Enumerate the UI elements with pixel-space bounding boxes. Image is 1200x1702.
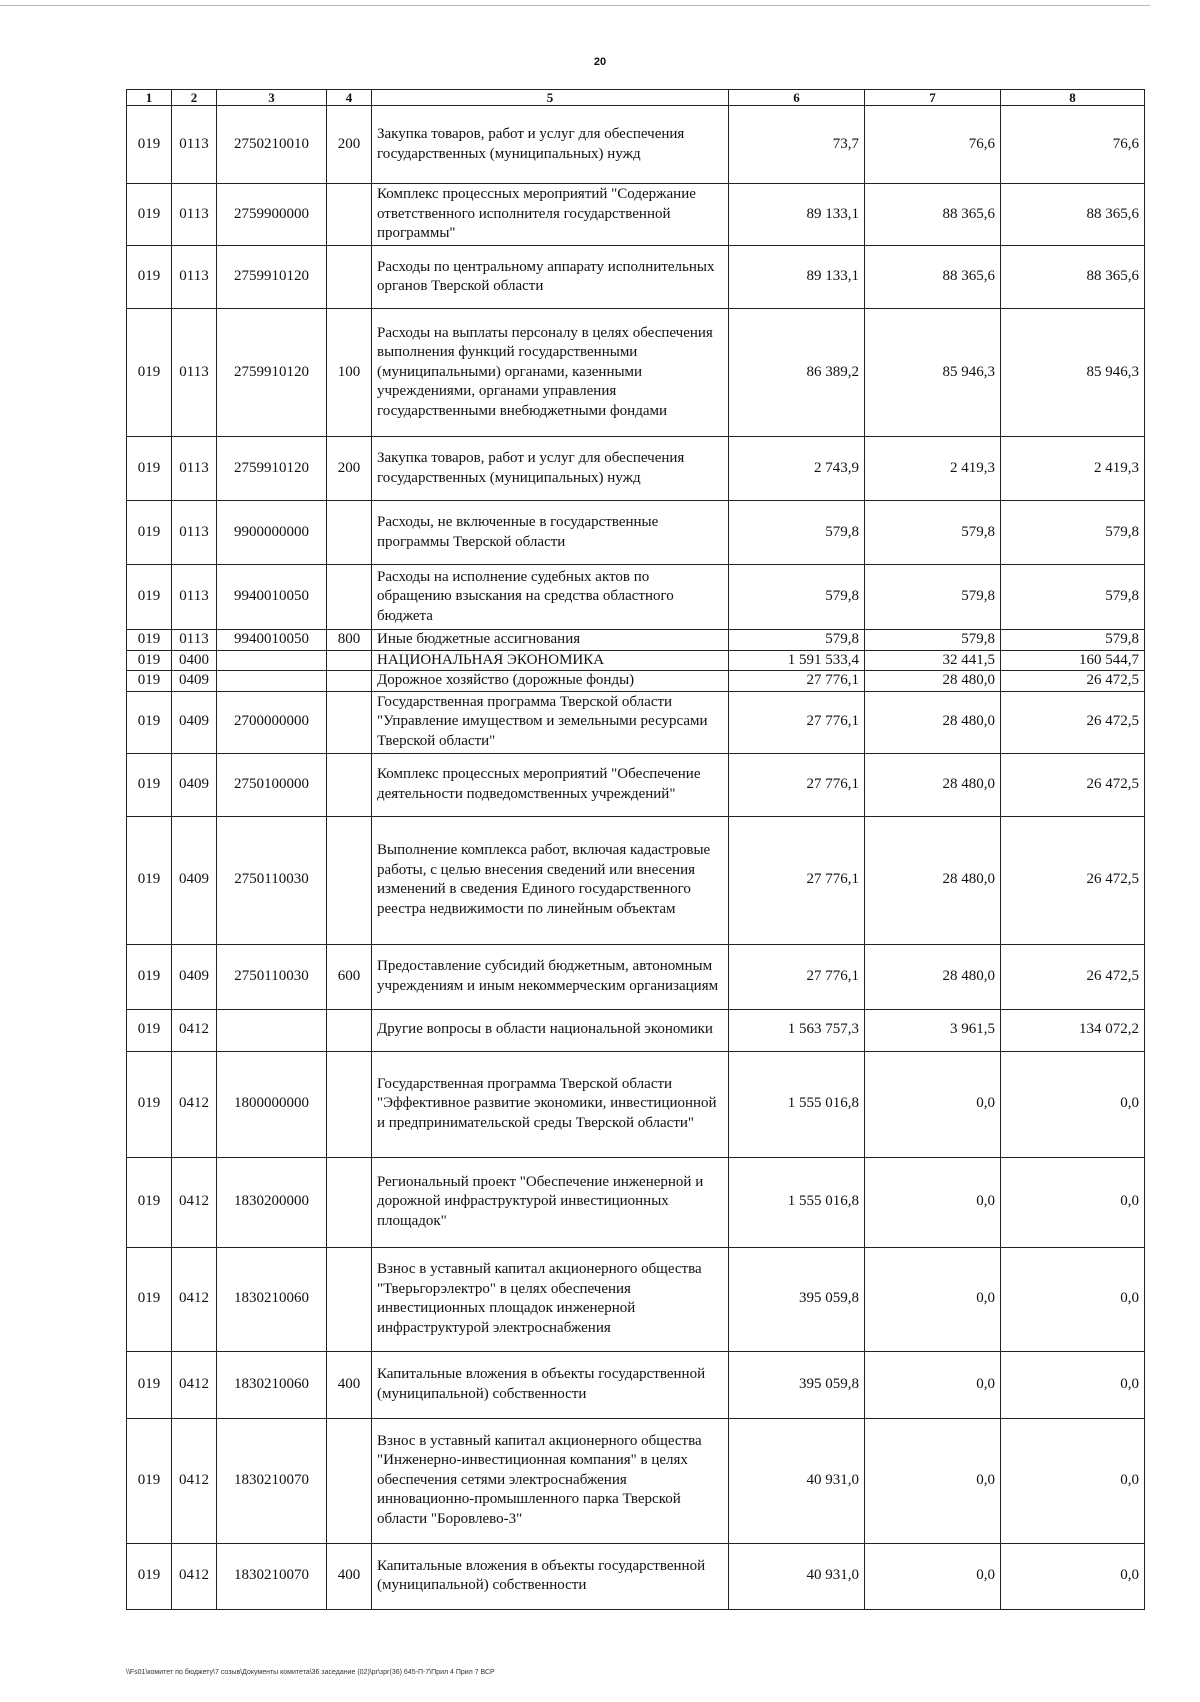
amount-cell-col8: 579,8 bbox=[1001, 630, 1145, 651]
amount-cell-col6: 579,8 bbox=[729, 501, 865, 565]
amount-cell-col8: 26 472,5 bbox=[1001, 671, 1145, 692]
ministry-code-cell: 019 bbox=[127, 1418, 172, 1543]
expense-type-cell bbox=[327, 671, 372, 692]
description-cell: Выполнение комплекса работ, включая кадастровые работы, с целью внесения сведений или внесения изменений в сведения Единого государственного реестра недвижимости по линейным объектам bbox=[372, 816, 729, 944]
column-header: 4 bbox=[327, 90, 372, 106]
section-code-cell: 0412 bbox=[172, 1543, 217, 1609]
description-cell: Другие вопросы в области национальной экономики bbox=[372, 1009, 729, 1051]
expense-type-cell: 800 bbox=[327, 630, 372, 651]
target-article-cell: 1830200000 bbox=[217, 1157, 327, 1247]
target-article-cell bbox=[217, 1009, 327, 1051]
amount-cell-col7: 0,0 bbox=[865, 1351, 1001, 1418]
target-article-cell bbox=[217, 671, 327, 692]
amount-cell-col8: 0,0 bbox=[1001, 1157, 1145, 1247]
table-row bbox=[127, 1543, 1145, 1609]
amount-cell-col7: 0,0 bbox=[865, 1051, 1001, 1157]
expense-type-cell bbox=[327, 691, 372, 753]
amount-cell-col6: 1 555 016,8 bbox=[729, 1051, 865, 1157]
table-row bbox=[127, 630, 1145, 651]
amount-cell-col6: 89 133,1 bbox=[729, 246, 865, 309]
expense-type-cell: 600 bbox=[327, 944, 372, 1009]
amount-cell-col6: 40 931,0 bbox=[729, 1418, 865, 1543]
section-code-cell: 0400 bbox=[172, 650, 217, 671]
target-article-cell bbox=[217, 650, 327, 671]
amount-cell-col7: 2 419,3 bbox=[865, 437, 1001, 501]
expense-type-cell bbox=[327, 184, 372, 246]
amount-cell-col7: 579,8 bbox=[865, 501, 1001, 565]
amount-cell-col6: 27 776,1 bbox=[729, 816, 865, 944]
amount-cell-col6: 2 743,9 bbox=[729, 437, 865, 501]
target-article-cell: 1830210070 bbox=[217, 1418, 327, 1543]
description-cell: Государственная программа Тверской области "Управление имуществом и земельными ресурсами Тверской области" bbox=[372, 691, 729, 753]
amount-cell-col6: 27 776,1 bbox=[729, 691, 865, 753]
amount-cell-col6: 86 389,2 bbox=[729, 309, 865, 437]
amount-cell-col7: 88 365,6 bbox=[865, 246, 1001, 309]
ministry-code-cell: 019 bbox=[127, 246, 172, 309]
column-number-row bbox=[127, 90, 1145, 106]
description-cell: Расходы на выплаты персоналу в целях обеспечения выполнения функций государственными (муниципальными) органами, казенными учреждениями, органами управления государственными внебюджетными фондами bbox=[372, 309, 729, 437]
column-header: 7 bbox=[865, 90, 1001, 106]
table-row bbox=[127, 671, 1145, 692]
section-code-cell: 0409 bbox=[172, 691, 217, 753]
table-row bbox=[127, 1157, 1145, 1247]
amount-cell-col8: 134 072,2 bbox=[1001, 1009, 1145, 1051]
scan-edge-line bbox=[0, 5, 1150, 6]
amount-cell-col6: 395 059,8 bbox=[729, 1351, 865, 1418]
amount-cell-col7: 3 961,5 bbox=[865, 1009, 1001, 1051]
expense-type-cell: 200 bbox=[327, 437, 372, 501]
amount-cell-col8: 0,0 bbox=[1001, 1051, 1145, 1157]
amount-cell-col8: 579,8 bbox=[1001, 565, 1145, 630]
ministry-code-cell: 019 bbox=[127, 184, 172, 246]
ministry-code-cell: 019 bbox=[127, 691, 172, 753]
section-code-cell: 0412 bbox=[172, 1051, 217, 1157]
ministry-code-cell: 019 bbox=[127, 1051, 172, 1157]
section-code-cell: 0113 bbox=[172, 630, 217, 651]
target-article-cell: 9940010050 bbox=[217, 565, 327, 630]
amount-cell-col6: 27 776,1 bbox=[729, 753, 865, 816]
target-article-cell: 2759910120 bbox=[217, 246, 327, 309]
amount-cell-col8: 76,6 bbox=[1001, 106, 1145, 184]
ministry-code-cell: 019 bbox=[127, 1543, 172, 1609]
ministry-code-cell: 019 bbox=[127, 565, 172, 630]
target-article-cell: 1830210060 bbox=[217, 1247, 327, 1351]
description-cell: Взнос в уставный капитал акционерного общества "Инженерно-инвестиционная компания" в целях обеспечения сетями электроснабжения инновационно-промышленного парка Тверской области "Боровлево-3" bbox=[372, 1418, 729, 1543]
table-row bbox=[127, 309, 1145, 437]
amount-cell-col6: 89 133,1 bbox=[729, 184, 865, 246]
amount-cell-col7: 32 441,5 bbox=[865, 650, 1001, 671]
expense-type-cell bbox=[327, 1051, 372, 1157]
section-code-cell: 0409 bbox=[172, 944, 217, 1009]
amount-cell-col6: 1 555 016,8 bbox=[729, 1157, 865, 1247]
amount-cell-col6: 27 776,1 bbox=[729, 671, 865, 692]
ministry-code-cell: 019 bbox=[127, 630, 172, 651]
expense-type-cell bbox=[327, 1157, 372, 1247]
amount-cell-col6: 1 591 533,4 bbox=[729, 650, 865, 671]
description-cell: Закупка товаров, работ и услуг для обеспечения государственных (муниципальных) нужд bbox=[372, 437, 729, 501]
table-row bbox=[127, 184, 1145, 246]
ministry-code-cell: 019 bbox=[127, 1157, 172, 1247]
amount-cell-col7: 579,8 bbox=[865, 630, 1001, 651]
expense-type-cell bbox=[327, 753, 372, 816]
description-cell: Расходы, не включенные в государственные программы Тверской области bbox=[372, 501, 729, 565]
amount-cell-col8: 160 544,7 bbox=[1001, 650, 1145, 671]
ministry-code-cell: 019 bbox=[127, 944, 172, 1009]
section-code-cell: 0412 bbox=[172, 1157, 217, 1247]
section-code-cell: 0412 bbox=[172, 1247, 217, 1351]
description-cell: Капитальные вложения в объекты государственной (муниципальной) собственности bbox=[372, 1351, 729, 1418]
footer-file-path: \\Fs01\комитет по бюджету\7 созыв\Документы комитета\36 заседание (02)\pr\зрг(36) 645-П-7\Прил 4 Прил 7 ВСР bbox=[126, 1669, 495, 1676]
table-row bbox=[127, 565, 1145, 630]
expense-type-cell: 100 bbox=[327, 309, 372, 437]
description-cell: Расходы по центральному аппарату исполнительных органов Тверской области bbox=[372, 246, 729, 309]
target-article-cell: 2750110030 bbox=[217, 816, 327, 944]
table-row bbox=[127, 501, 1145, 565]
expense-type-cell: 200 bbox=[327, 106, 372, 184]
description-cell: Иные бюджетные ассигнования bbox=[372, 630, 729, 651]
amount-cell-col8: 88 365,6 bbox=[1001, 184, 1145, 246]
table-row bbox=[127, 816, 1145, 944]
table-row bbox=[127, 106, 1145, 184]
description-cell: Комплекс процессных мероприятий "Обеспечение деятельности подведомственных учреждений" bbox=[372, 753, 729, 816]
section-code-cell: 0412 bbox=[172, 1418, 217, 1543]
ministry-code-cell: 019 bbox=[127, 753, 172, 816]
amount-cell-col6: 40 931,0 bbox=[729, 1543, 865, 1609]
description-cell: Государственная программа Тверской области "Эффективное развитие экономики, инвестиционной и предпринимательской среды Тверской области" bbox=[372, 1051, 729, 1157]
target-article-cell: 9900000000 bbox=[217, 501, 327, 565]
ministry-code-cell: 019 bbox=[127, 1009, 172, 1051]
expense-type-cell: 400 bbox=[327, 1351, 372, 1418]
table-row bbox=[127, 944, 1145, 1009]
description-cell: Взнос в уставный капитал акционерного общества "Тверьгорэлектро" в целях обеспечения инвестиционных площадок инженерной инфраструктурой электроснабжения bbox=[372, 1247, 729, 1351]
table-row bbox=[127, 246, 1145, 309]
section-code-cell: 0412 bbox=[172, 1009, 217, 1051]
amount-cell-col6: 579,8 bbox=[729, 565, 865, 630]
ministry-code-cell: 019 bbox=[127, 1247, 172, 1351]
amount-cell-col7: 28 480,0 bbox=[865, 816, 1001, 944]
amount-cell-col7: 85 946,3 bbox=[865, 309, 1001, 437]
table-row bbox=[127, 1051, 1145, 1157]
expense-type-cell bbox=[327, 650, 372, 671]
description-cell: Предоставление субсидий бюджетным, автономным учреждениям и иным некоммерческим организациям bbox=[372, 944, 729, 1009]
section-code-cell: 0113 bbox=[172, 565, 217, 630]
expense-type-cell bbox=[327, 1247, 372, 1351]
amount-cell-col7: 28 480,0 bbox=[865, 691, 1001, 753]
target-article-cell: 2759910120 bbox=[217, 309, 327, 437]
ministry-code-cell: 019 bbox=[127, 816, 172, 944]
section-code-cell: 0409 bbox=[172, 816, 217, 944]
section-code-cell: 0113 bbox=[172, 309, 217, 437]
ministry-code-cell: 019 bbox=[127, 650, 172, 671]
target-article-cell: 1830210070 bbox=[217, 1543, 327, 1609]
amount-cell-col8: 579,8 bbox=[1001, 501, 1145, 565]
amount-cell-col7: 0,0 bbox=[865, 1543, 1001, 1609]
description-cell: Региональный проект "Обеспечение инженерной и дорожной инфраструктурой инвестиционных площадок" bbox=[372, 1157, 729, 1247]
amount-cell-col6: 27 776,1 bbox=[729, 944, 865, 1009]
expense-type-cell bbox=[327, 565, 372, 630]
description-cell: НАЦИОНАЛЬНАЯ ЭКОНОМИКА bbox=[372, 650, 729, 671]
amount-cell-col8: 0,0 bbox=[1001, 1351, 1145, 1418]
amount-cell-col7: 0,0 bbox=[865, 1157, 1001, 1247]
amount-cell-col8: 2 419,3 bbox=[1001, 437, 1145, 501]
amount-cell-col8: 26 472,5 bbox=[1001, 944, 1145, 1009]
description-cell: Расходы на исполнение судебных актов по обращению взыскания на средства областного бюджета bbox=[372, 565, 729, 630]
ministry-code-cell: 019 bbox=[127, 1351, 172, 1418]
expense-type-cell bbox=[327, 1418, 372, 1543]
column-header: 6 bbox=[729, 90, 865, 106]
amount-cell-col7: 579,8 bbox=[865, 565, 1001, 630]
ministry-code-cell: 019 bbox=[127, 671, 172, 692]
amount-cell-col8: 0,0 bbox=[1001, 1418, 1145, 1543]
section-code-cell: 0113 bbox=[172, 437, 217, 501]
amount-cell-col7: 28 480,0 bbox=[865, 671, 1001, 692]
section-code-cell: 0409 bbox=[172, 753, 217, 816]
section-code-cell: 0409 bbox=[172, 671, 217, 692]
table-row bbox=[127, 753, 1145, 816]
expense-type-cell bbox=[327, 816, 372, 944]
description-cell: Дорожное хозяйство (дорожные фонды) bbox=[372, 671, 729, 692]
target-article-cell: 2759910120 bbox=[217, 437, 327, 501]
table-row bbox=[127, 650, 1145, 671]
amount-cell-col8: 88 365,6 bbox=[1001, 246, 1145, 309]
target-article-cell: 2700000000 bbox=[217, 691, 327, 753]
table-row bbox=[127, 1351, 1145, 1418]
column-header: 5 bbox=[372, 90, 729, 106]
expense-type-cell: 400 bbox=[327, 1543, 372, 1609]
section-code-cell: 0113 bbox=[172, 246, 217, 309]
ministry-code-cell: 019 bbox=[127, 501, 172, 565]
ministry-code-cell: 019 bbox=[127, 106, 172, 184]
amount-cell-col7: 76,6 bbox=[865, 106, 1001, 184]
table-row bbox=[127, 1009, 1145, 1051]
target-article-cell: 1830210060 bbox=[217, 1351, 327, 1418]
amount-cell-col8: 0,0 bbox=[1001, 1247, 1145, 1351]
table-row bbox=[127, 437, 1145, 501]
amount-cell-col7: 0,0 bbox=[865, 1418, 1001, 1543]
expense-type-cell bbox=[327, 1009, 372, 1051]
amount-cell-col7: 28 480,0 bbox=[865, 944, 1001, 1009]
description-cell: Комплекс процессных мероприятий "Содержание ответственного исполнителя государственной программы" bbox=[372, 184, 729, 246]
amount-cell-col6: 1 563 757,3 bbox=[729, 1009, 865, 1051]
table-row bbox=[127, 1247, 1145, 1351]
amount-cell-col8: 0,0 bbox=[1001, 1543, 1145, 1609]
expense-type-cell bbox=[327, 501, 372, 565]
section-code-cell: 0113 bbox=[172, 184, 217, 246]
ministry-code-cell: 019 bbox=[127, 309, 172, 437]
amount-cell-col7: 0,0 bbox=[865, 1247, 1001, 1351]
target-article-cell: 2759900000 bbox=[217, 184, 327, 246]
description-cell: Капитальные вложения в объекты государственной (муниципальной) собственности bbox=[372, 1543, 729, 1609]
section-code-cell: 0113 bbox=[172, 501, 217, 565]
amount-cell-col6: 579,8 bbox=[729, 630, 865, 651]
column-header: 2 bbox=[172, 90, 217, 106]
amount-cell-col8: 26 472,5 bbox=[1001, 691, 1145, 753]
column-header: 1 bbox=[127, 90, 172, 106]
target-article-cell: 2750100000 bbox=[217, 753, 327, 816]
table-row bbox=[127, 691, 1145, 753]
section-code-cell: 0412 bbox=[172, 1351, 217, 1418]
description-cell: Закупка товаров, работ и услуг для обеспечения государственных (муниципальных) нужд bbox=[372, 106, 729, 184]
amount-cell-col8: 26 472,5 bbox=[1001, 753, 1145, 816]
target-article-cell: 2750110030 bbox=[217, 944, 327, 1009]
amount-cell-col7: 28 480,0 bbox=[865, 753, 1001, 816]
page-number: 20 bbox=[593, 56, 607, 68]
target-article-cell: 2750210010 bbox=[217, 106, 327, 184]
column-header: 3 bbox=[217, 90, 327, 106]
budget-table bbox=[126, 89, 1145, 1610]
table-row bbox=[127, 1418, 1145, 1543]
column-header: 8 bbox=[1001, 90, 1145, 106]
target-article-cell: 9940010050 bbox=[217, 630, 327, 651]
target-article-cell: 1800000000 bbox=[217, 1051, 327, 1157]
expense-type-cell bbox=[327, 246, 372, 309]
ministry-code-cell: 019 bbox=[127, 437, 172, 501]
amount-cell-col6: 395 059,8 bbox=[729, 1247, 865, 1351]
amount-cell-col8: 26 472,5 bbox=[1001, 816, 1145, 944]
amount-cell-col6: 73,7 bbox=[729, 106, 865, 184]
amount-cell-col8: 85 946,3 bbox=[1001, 309, 1145, 437]
section-code-cell: 0113 bbox=[172, 106, 217, 184]
amount-cell-col7: 88 365,6 bbox=[865, 184, 1001, 246]
